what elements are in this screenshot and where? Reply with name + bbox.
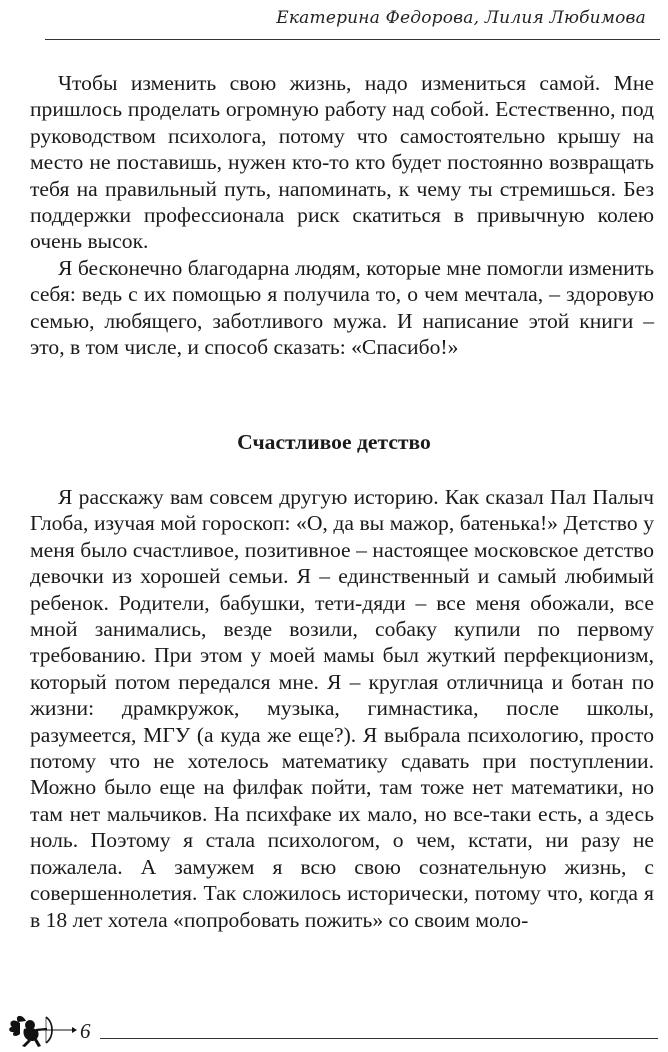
- header-authors: Екатерина Федорова, Лилия Любимова: [276, 8, 646, 28]
- page-footer: [0, 1005, 668, 1052]
- section-text: [30, 484, 654, 933]
- running-header: [0, 0, 668, 40]
- cupid-icon: [6, 1013, 84, 1049]
- intro-text: [30, 70, 654, 360]
- paragraph: Я расскажу вам совсем другую историю. Как сказал Пал Палыч Глоба, изучая мой гороскоп: «О, да вы мажор, батенька!» Детство у меня было счастливое, позитивное – настоящее московское детство девочки из хорошей семьи. Я – единственный и самый любимый ребенок. Родители, бабушки, тети-дяди – все меня обожали, все мной занимались, везде возили, собаку купили по первому требованию. При этом у моей мамы был жуткий перфекционизм, который потом передался мне. Я – круглая отличница и ботан по жизни: драмкружок, музыка, гимнастика, после школы, разумеется, МГУ (а куда же еще?). Я выбрала психологию, просто потому что не хотелось математику сдавать при поступлении. Можно было еще на филфак пойти, там тоже нет математики, но там нет мальчиков. На психфаке их мало, но все-таки есть, а здесь ноль. Поэтому я стала психологом, о чем, кстати, ни разу не пожалела. А замужем я всю свою сознательную жизнь, с совершеннолетия. Так сложилось исторически, потому что, когда я в 18 лет хотела «попробовать пожить» со своим моло-: [30, 485, 654, 932]
- section-heading: Счастливое детство: [237, 430, 431, 454]
- footer-rule: [100, 1038, 658, 1039]
- paragraph: Я бесконечно благодарна людям, которые мне помогли изменить себя: ведь с их помощью я получила то, о чем мечтала, – здоровую семью, любящего, заботливого мужа. И написание этой книги – это, в том числе, и способ сказать: «Спасибо!»: [30, 255, 654, 360]
- paragraph: Чтобы изменить свою жизнь, надо измениться самой. Мне пришлось проделать огромную работу над собой. Естественно, под руководством психолога, потому что самостоятельно крышу на место не поставишь, нужен кто-то кто будет постоянно возвращать тебя на правильный путь, напоминать, к чему ты стремишься. Без поддержки профессионала риск скатиться в привычную колею очень высок.: [30, 71, 654, 254]
- page-number: 6: [80, 1019, 91, 1043]
- header-rule: [45, 39, 660, 40]
